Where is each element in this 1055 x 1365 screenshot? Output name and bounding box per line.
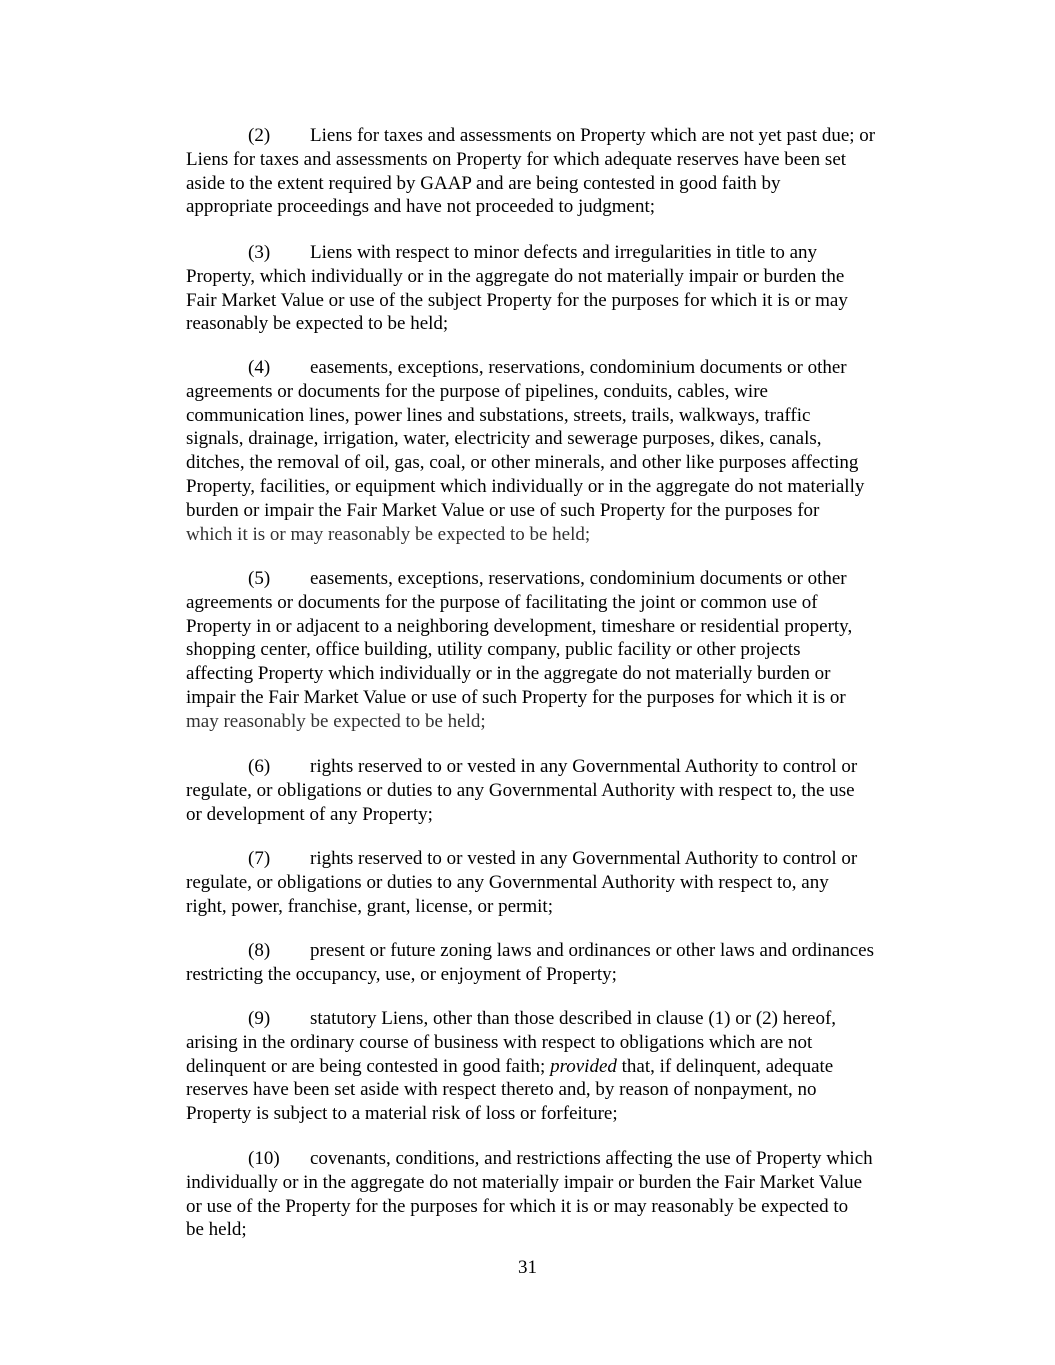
clause-number: (8) [248,940,271,961]
clause-line: which it is or may reasonably be expected to be held; [186,523,591,545]
clause-text: easements, exceptions, reservations, condominium documents or other [310,568,847,589]
clause-line: appropriate proceedings and have not proceeded to judgment; [186,196,656,218]
clause-line [186,1055,946,1079]
clause-line [186,124,946,148]
clause-line: individually or in the aggregate do not materially impair or burden the Fair Market Value [186,1171,863,1193]
clause-number: (9) [248,1008,271,1029]
clause-4 [186,356,946,546]
clause-line: aside to the extent required by GAAP and are being contested in good faith by [186,172,781,194]
clause-line: Property, which individually or in the aggregate do not materially impair or burden the [186,265,845,287]
clause-line [186,847,946,871]
clause-line: reserves have been set aside with respect thereto and, by reason of nonpayment, no [186,1079,817,1101]
clause-line: signals, drainage, irrigation, water, electricity and sewerage purposes, dikes, canals, [186,428,822,450]
clause-line: restricting the occupancy, use, or enjoyment of Property; [186,963,617,985]
clause-line: Property in or adjacent to a neighboring development, timeshare or residential property, [186,615,853,637]
clause-line: Fair Market Value or use of the subject Property for the purposes for which it is or may [186,289,848,311]
clause-line [186,939,946,963]
clause-text: rights reserved to or vested in any Governmental Authority to control or [310,848,858,869]
clause-number: (10) [248,1148,280,1169]
clause-line: reasonably be expected to be held; [186,313,449,335]
clause-text: statutory Liens, other than those described in clause (1) or (2) hereof, [310,1008,837,1029]
clause-line: agreements or documents for the purpose of facilitating the joint or common use of [186,591,818,613]
provided-emphasis: provided [550,1055,617,1077]
clause-text: Liens with respect to minor defects and irregularities in title to any [310,242,818,263]
clause-line: burden or impair the Fair Market Value or use of such Property for the purposes for [186,499,820,521]
clause-9 [186,1007,946,1126]
clause-text: easements, exceptions, reservations, condominium documents or other [310,357,847,378]
clause-line: Property is subject to a material risk of loss or forfeiture; [186,1103,618,1125]
clause-number: (2) [248,125,271,146]
clause-text: rights reserved to or vested in any Governmental Authority to control or [310,756,858,777]
clause-line: agreements or documents for the purpose of pipelines, conduits, cables, wire [186,380,768,402]
page-number: 31 [518,1257,537,1278]
clause-text: delinquent or are being contested in good faith; [186,1055,551,1077]
clause-line [186,1007,946,1031]
clause-line [186,356,946,380]
clause-line [186,755,946,779]
clause-line: be held; [186,1219,247,1241]
clause-line: right, power, franchise, grant, license, or permit; [186,895,553,917]
clause-text: Liens for taxes and assessments on Property which are not yet past due; or [310,125,876,146]
clause-text: that, if delinquent, adequate [616,1055,834,1077]
clause-line: ditches, the removal of oil, gas, coal, or other minerals, and other like purposes affecting [186,452,859,474]
clause-line: Property, facilities, or equipment which individually or in the aggregate do not materially [186,475,865,497]
clause-number: (5) [248,568,271,589]
clause-number: (4) [248,357,271,378]
clause-8 [186,939,946,987]
clause-line: impair the Fair Market Value or use of such Property for the purposes for which it is or [186,686,846,708]
clause-line: affecting Property which individually or in the aggregate do not materially burden or [186,663,831,685]
clause-line [186,241,946,265]
clause-text: present or future zoning laws and ordinances or other laws and ordinances [310,940,875,961]
clause-line: Liens for taxes and assessments on Property for which adequate reserves have been set [186,148,847,170]
clause-5 [186,567,946,734]
clause-3 [186,241,946,336]
clause-line [186,567,946,591]
clause-line: arising in the ordinary course of business with respect to obligations which are not [186,1031,813,1053]
clause-line: regulate, or obligations or duties to any Governmental Authority with respect to, any [186,871,829,893]
clause-2 [186,124,946,219]
clause-number: (6) [248,756,271,777]
clause-line: may reasonably be expected to be held; [186,710,486,732]
clause-line: regulate, or obligations or duties to any Governmental Authority with respect to, the use [186,779,855,801]
clause-number: (7) [248,848,271,869]
clause-line: or development of any Property; [186,803,433,825]
clause-10 [186,1147,946,1242]
clause-number: (3) [248,242,271,263]
clause-6 [186,755,946,826]
clause-7 [186,847,946,918]
clause-line: communication lines, power lines and substations, streets, trails, walkways, traffic [186,404,811,426]
clause-line: or use of the Property for the purposes for which it is or may reasonably be expected to [186,1195,849,1217]
clause-text: covenants, conditions, and restrictions affecting the use of Property which [310,1148,873,1169]
clause-line: shopping center, office building, utility company, public facility or other projects [186,639,801,661]
clause-line [186,1147,946,1171]
